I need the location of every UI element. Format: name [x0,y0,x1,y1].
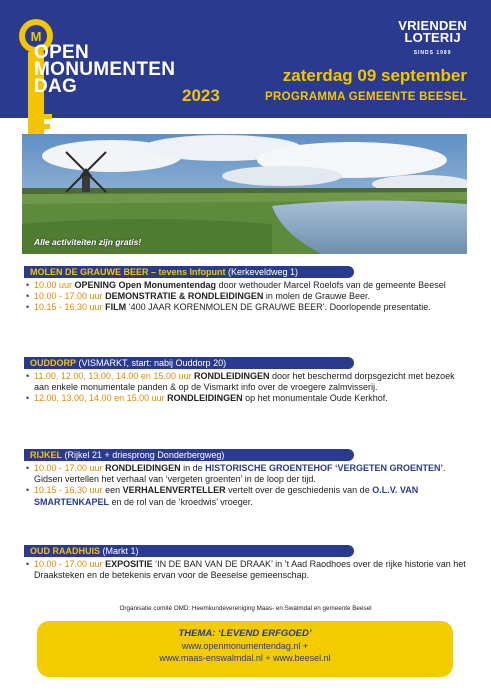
activity-list [24,463,469,508]
activity-highlight: RONDLEIDINGEN [105,463,181,473]
vriendenloterij-logo [398,20,467,59]
activity-text: vertelt over de geschiedenis van de [225,485,373,496]
activity-item [24,559,469,581]
logo-line-3: DAG [34,76,78,97]
activity-item [24,291,469,302]
activity-text: in de [180,463,206,473]
section-rijkel [24,449,469,508]
activity-highlight: DEMONSTRATIE & RONDLEIDINGEN [105,291,264,302]
activity-highlight: EXPOSITIE [105,559,153,569]
theme-footer [37,621,453,677]
website-links [37,641,453,664]
section-header [24,266,354,278]
activity-highlight: RONDLEIDINGEN [167,393,243,404]
section-header [24,449,354,461]
activity-time: 10.00 - 17.00 uur [34,559,103,569]
header-banner [0,0,491,118]
website-link-line-2: www.maas-enswalmdal.nl + www.beesel.nl [159,652,331,663]
section-ouddorp [24,357,469,405]
activity-location: HISTORISCHE GROENTEHOF ‘VERGETEN GROENTEN’ [205,463,443,473]
logo-line-1: OPEN [34,42,90,63]
activity-text: en de rol van de ‘kroedwis’ vroeger. [109,496,253,507]
section-oud-raadhuis [24,545,469,581]
activity-list [24,371,469,405]
section-subtitle: (Kerkeveldweg 1) [225,267,299,277]
section-title: OUD RAADHUIS [30,546,101,556]
section-subtitle: (Markt 1) [100,546,139,556]
activity-item [24,463,469,485]
activity-item [24,302,469,313]
section-title: MOLEN DE GRAUWE BEER – tevens Infopunt [30,267,226,277]
section-title: RIJKEL [30,450,63,460]
activity-time: 10.00 - 17.00 uur [34,291,103,302]
activity-list [24,559,469,581]
program-title: PROGRAMMA GEMEENTE BEESEL [265,91,467,103]
activity-text: ‘400 JAAR KORENMOLEN DE GRAUWE BEER’. Doorlopende presentatie. [126,302,431,313]
activity-text: . Gidsen vertellen het verhaal van ‘vergeten groenten’ in de loop der tijd. [34,463,446,485]
activity-time: 10.00 uur [34,280,73,290]
section-header [24,357,354,369]
lottery-since: SINDS 1989 [413,50,452,56]
activity-time: 10.15 - 16.30 uur [34,302,103,313]
activity-highlight: FILM [105,302,127,313]
section-subtitle: (Rijkel 21 + driesprong Donderbergweg) [62,450,225,460]
logo-line-2: MONUMENTEN [34,59,176,80]
windmill-landscape-photo [22,134,467,254]
activity-time: 10.15 - 16.30 uur [34,485,103,496]
event-date: zaterdag 09 september [282,66,467,85]
section-molen [24,266,469,314]
activity-text: door wethouder Marcel Roelofs van de gemeente Beesel [216,280,446,290]
activity-time: 10.00 - 17.00 uur [34,463,103,473]
activity-time: 12.00, 13.00, 14.00 en 15.00 uur [34,393,165,404]
activity-highlight: OPENING Open Monumentendag [74,280,217,290]
activity-time: 11.00, 12.00, 13.00, 14.00 en 15.00 uur [34,371,192,381]
activity-text: door het beschermd dorpsgezicht met bezoek aan enkele monumentale panden & op de Vismarkt info over de vroegere zalmvisserij. [34,371,455,393]
activity-location: O.L.V. VAN SMARTENKAPEL [34,485,419,507]
website-link-line-1: www.openmonumentendag.nl + [181,641,309,651]
key-letter: M [30,29,42,44]
section-header [24,545,354,557]
activity-text: een [102,485,123,496]
activity-highlight: RONDLEIDINGEN [193,371,270,381]
section-subtitle: (VISMARKT, start: nabij Ouddorp 20) [76,358,227,368]
activity-text: op het monumentale Oude Kerkhof. [242,393,388,404]
activity-item [24,393,469,404]
activity-text: ‘IN DE BAN VAN DE DRAAK’ in ’t Aad Raodhoes over de rijke historie van het Draaksteken en de betekenis ervan voor de Beeselse gemeenschap. [34,559,466,581]
activity-item [24,485,469,507]
activity-item [24,371,469,393]
section-title: OUDDORP [30,358,77,368]
logo-year: 2023 [182,86,220,105]
activity-list [24,280,469,314]
activity-item [24,280,469,291]
theme-title: THEMA: ‘LEVEND ERFGOED’ [178,628,312,639]
lottery-line-1: VRIENDEN [398,18,467,33]
photo-caption: Alle activiteiten zijn gratis! [34,237,142,247]
lottery-line-2: LOTERIJ [404,30,461,45]
activity-text: in molen de Grauwe Beer. [263,291,370,302]
activity-highlight: VERHALENVERTELLER [122,485,226,496]
organizer-note: Organisatie comité OMD: Heemkundevereniging Maas- en Swalmdal en gemeente Beesel [119,605,372,612]
logo-title [34,44,175,95]
